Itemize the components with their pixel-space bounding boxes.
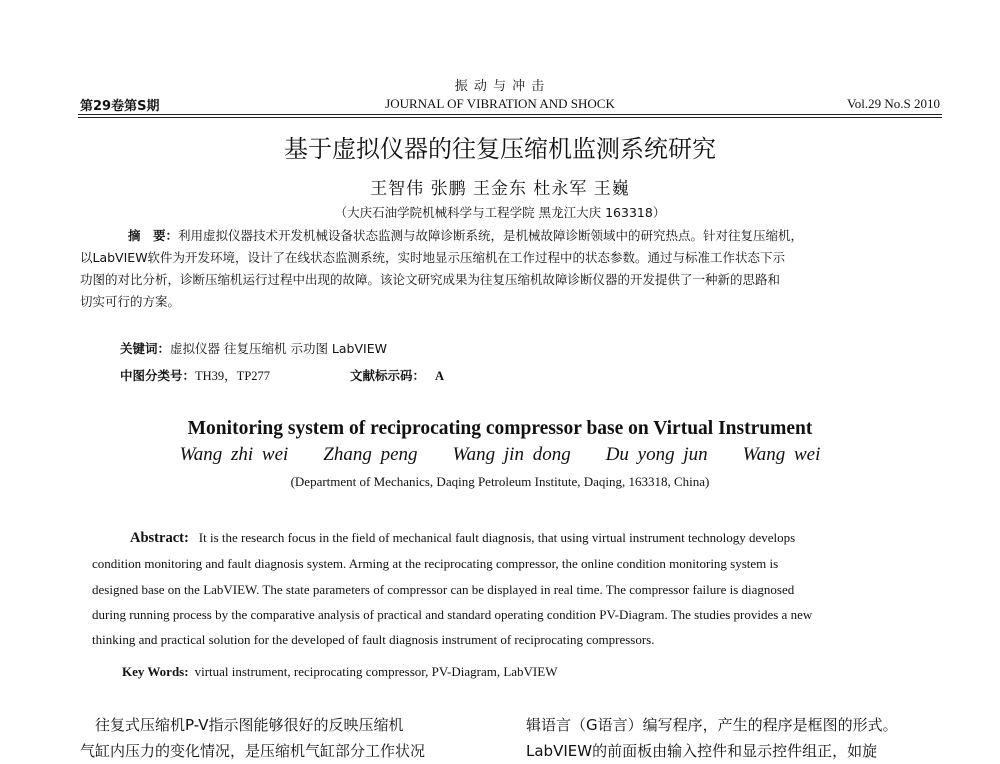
body-line: 辑语言（G语言）编写程序，产生的程序是框图的形式。 [526,716,898,734]
abstract-line-en: condition monitoring and fault diagnosis system. Arming at the reciprocating compressor, the online condition monitoring system is [92,556,779,572]
body-line: 气缸内压力的变化情况，是压缩机气缸部分工作状况 [80,742,426,760]
abstract-label-cn: 摘 要： [128,228,179,243]
body-line: 往复式压缩机P-V指示图能够很好的反映压缩机 [80,716,404,734]
header-rule-top [78,114,942,115]
clc-label-cn: 中图分类号： [120,368,196,383]
abstract-line-cn: 切实可行的方案。 [80,294,181,309]
abstract-cn [80,225,942,313]
author-en: Zhang peng [323,444,418,465]
page-title-cn: 基于虚拟仪器的往复压缩机监测系统研究 [284,135,716,163]
author-en: Wang zhi wei [179,444,289,465]
clc-value: TH39，TP277 [195,369,271,383]
keywords-cn [120,339,387,357]
journal-name-cn: 振 动 与 冲 击 [454,79,546,94]
authors-cn: 王智伟 张鹏 王金东 杜永军 王巍 [370,179,630,199]
volume-label-cn: 第29卷第S期 [80,99,160,114]
keywords-en [122,664,557,680]
page-title-en: Monitoring system of reciprocating compressor base on Virtual Instrument [187,418,813,439]
affiliation-cn: （大庆石油学院机械科学与工程学院 黑龙江大庆 163318） [334,205,666,220]
abstract-line-cn: 利用虚拟仪器技术开发机械设备状态监测与故障诊断系统，是机械故障诊断领域中的研究热点。针对往复压缩机， [178,228,804,243]
header-rule-bottom [78,117,942,118]
body-right-column [526,712,956,764]
abstract-line-en: during running process by the comparative analysis of practical and standard operating condition PV-Diagram. The studies provides a new [92,606,813,622]
body-left-column [80,712,500,764]
keywords-value-en: virtual instrument, reciprocating compressor, PV-Diagram, LabVIEW [194,664,558,679]
abstract-line-en: thinking and practical solution for the developed of fault diagnosis instrument of reciprocating compressors. [92,632,655,648]
doc-code-label-cn: 文献标示码： [350,368,426,383]
doc-code-value: A [435,369,445,383]
abstract-line-en: It is the research focus in the field of mechanical fault diagnosis, that using virtual instrument technology develops [198,530,796,545]
journal-name-en: JOURNAL OF VIBRATION AND SHOCK [385,96,615,111]
abstract-en [92,525,942,652]
author-en: Wang jin dong [452,444,571,465]
body-line: LabVIEW的前面板由输入控件和显示控件组正，如旋 [526,742,878,760]
keywords-label-en: Key Words: [122,664,189,679]
abstract-line-cn: 以LabVIEW软件为开发环境，设计了在线状态监测系统，实时地显示压缩机在工作过程中的状态参数。通过与标准工作状态下示 [80,250,786,265]
author-en: Wang wei [742,444,821,465]
keywords-label-cn: 关键词： [120,341,171,356]
volume-label-en: Vol.29 No.S 2010 [847,96,940,111]
keywords-value-cn: 虚拟仪器 往复压缩机 示功图 LabVIEW [170,341,387,356]
classification-row [120,366,270,384]
abstract-line-en: designed base on the LabVIEW. The state parameters of compressor can be displayed in real time. The compressor failure is diagnosed [92,581,795,597]
affiliation-en: (Department of Mechanics, Daqing Petroleum Institute, Daqing, 163318, China) [290,474,710,489]
authors-en [0,444,1000,466]
abstract-line-cn: 功图的对比分析，诊断压缩机运行过程中出现的故障。该论文研究成果为往复压缩机故障诊断仪器的开发提供了一种新的思路和 [80,272,781,287]
doc-code-row [350,366,444,384]
abstract-label-en: Abstract: [130,530,189,546]
author-en: Du yong jun [605,444,708,465]
